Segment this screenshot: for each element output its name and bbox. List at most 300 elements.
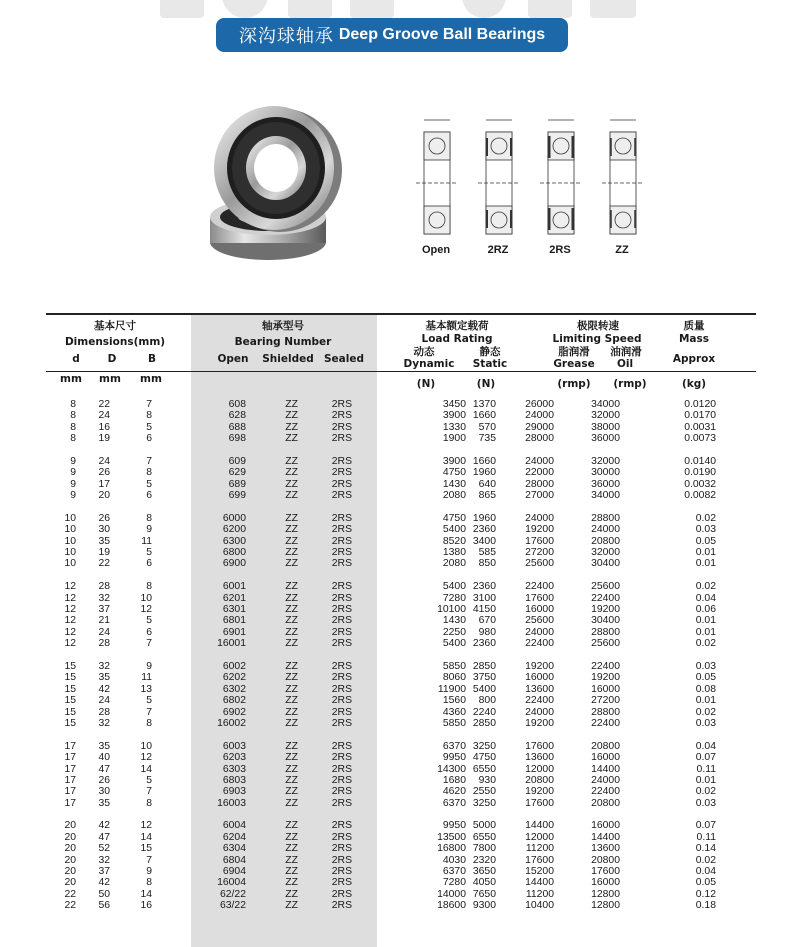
cell-B: 5 bbox=[146, 695, 152, 707]
cell-static: 2360 bbox=[472, 638, 496, 650]
table-header-rule bbox=[46, 371, 756, 372]
cell-shielded: ZZ bbox=[285, 547, 298, 559]
static-cn: 静态 bbox=[479, 346, 501, 358]
limiting-speed-en: Limiting Speed bbox=[552, 333, 642, 345]
cell-static: 980 bbox=[478, 626, 496, 638]
title-banner bbox=[216, 18, 568, 52]
cell-B: 8 bbox=[146, 512, 152, 524]
bearing-cross-section-diagrams bbox=[404, 112, 654, 262]
cell-d: 9 bbox=[70, 455, 76, 467]
cell-shielded: ZZ bbox=[285, 786, 298, 798]
cell-grease: 17600 bbox=[525, 535, 554, 547]
cell-D: 24 bbox=[98, 695, 110, 707]
bearing-number-cn: 轴承型号 bbox=[262, 320, 304, 332]
cell-dynamic: 4750 bbox=[442, 512, 466, 524]
table-row-group bbox=[46, 581, 756, 649]
cell-mass: 0.02 bbox=[695, 581, 716, 593]
cell-sealed: 2RS bbox=[331, 399, 352, 410]
cell-dynamic: 7280 bbox=[442, 592, 466, 604]
cell-open: 608 bbox=[228, 399, 246, 410]
cell-shielded: ZZ bbox=[285, 467, 298, 479]
cell-dynamic: 3450 bbox=[442, 399, 466, 410]
cell-sealed: 2RS bbox=[331, 797, 352, 809]
cell-sealed: 2RS bbox=[331, 660, 352, 672]
cell-oil: 20800 bbox=[591, 797, 620, 809]
table-row bbox=[46, 752, 756, 763]
cell-static: 670 bbox=[478, 615, 496, 627]
cell-grease: 12000 bbox=[525, 763, 554, 775]
table-row bbox=[46, 490, 756, 501]
cell-oil: 19200 bbox=[591, 672, 620, 684]
cell-oil: 22400 bbox=[591, 786, 620, 798]
table-row bbox=[46, 399, 756, 410]
cell-d: 20 bbox=[64, 820, 76, 832]
cell-oil: 24000 bbox=[591, 774, 620, 786]
cell-d: 12 bbox=[64, 604, 76, 616]
cell-static: 4150 bbox=[472, 604, 496, 616]
table-row bbox=[46, 707, 756, 718]
cell-shielded: ZZ bbox=[285, 854, 298, 866]
cell-oil: 32000 bbox=[591, 547, 620, 559]
cell-open: 6800 bbox=[222, 547, 246, 559]
cell-sealed: 2RS bbox=[331, 558, 352, 570]
cell-d: 10 bbox=[64, 535, 76, 547]
cell-oil: 32000 bbox=[591, 455, 620, 467]
cell-D: 28 bbox=[98, 706, 110, 718]
cell-D: 52 bbox=[98, 843, 110, 855]
cell-sealed: 2RS bbox=[331, 866, 352, 878]
cell-static: 930 bbox=[478, 774, 496, 786]
watermark-logo bbox=[160, 0, 640, 20]
cell-B: 8 bbox=[146, 410, 152, 422]
cell-shielded: ZZ bbox=[285, 604, 298, 616]
grease-cn: 脂润滑 bbox=[558, 346, 590, 358]
cell-grease: 29000 bbox=[525, 421, 554, 433]
cell-static: 2360 bbox=[472, 524, 496, 536]
cell-open: 6900 bbox=[222, 558, 246, 570]
table-row-group bbox=[46, 741, 756, 809]
cell-B: 14 bbox=[140, 763, 152, 775]
cell-mass: 0.02 bbox=[695, 512, 716, 524]
cell-static: 3400 bbox=[472, 535, 496, 547]
cell-dynamic: 3900 bbox=[442, 455, 466, 467]
table-row bbox=[46, 786, 756, 797]
cell-oil: 32000 bbox=[591, 410, 620, 422]
col-d: d bbox=[72, 353, 80, 365]
cell-shielded: ZZ bbox=[285, 615, 298, 627]
cell-D: 37 bbox=[98, 866, 110, 878]
table-row bbox=[46, 615, 756, 626]
cell-mass: 0.0073 bbox=[684, 433, 716, 445]
cell-d: 20 bbox=[64, 877, 76, 889]
cell-open: 629 bbox=[228, 467, 246, 479]
cell-dynamic: 2080 bbox=[442, 490, 466, 502]
cell-static: 3750 bbox=[472, 672, 496, 684]
cell-d: 12 bbox=[64, 592, 76, 604]
cell-open: 6302 bbox=[222, 683, 246, 695]
cell-dynamic: 5850 bbox=[442, 717, 466, 729]
dynamic-en: Dynamic bbox=[403, 358, 455, 370]
bearing-table-body bbox=[46, 399, 756, 923]
cell-static: 570 bbox=[478, 421, 496, 433]
cell-B: 15 bbox=[140, 843, 152, 855]
cell-grease: 16000 bbox=[525, 672, 554, 684]
cell-B: 16 bbox=[140, 900, 152, 912]
cell-shielded: ZZ bbox=[285, 763, 298, 775]
cell-mass: 0.01 bbox=[695, 547, 716, 559]
cell-mass: 0.08 bbox=[695, 683, 716, 695]
cell-B: 7 bbox=[146, 786, 152, 798]
cell-D: 19 bbox=[98, 547, 110, 559]
cell-B: 7 bbox=[146, 455, 152, 467]
table-row bbox=[46, 718, 756, 729]
cell-dynamic: 5400 bbox=[442, 638, 466, 650]
cell-grease: 24000 bbox=[525, 455, 554, 467]
cell-shielded: ZZ bbox=[285, 490, 298, 502]
table-row bbox=[46, 456, 756, 467]
cell-grease: 17600 bbox=[525, 740, 554, 752]
cell-D: 50 bbox=[98, 888, 110, 900]
cell-sealed: 2RS bbox=[331, 888, 352, 900]
cell-mass: 0.11 bbox=[696, 831, 716, 843]
cell-open: 6001 bbox=[222, 581, 246, 593]
col-B: B bbox=[147, 353, 156, 365]
cell-dynamic: 10100 bbox=[437, 604, 466, 616]
cell-mass: 0.05 bbox=[695, 672, 716, 684]
cell-d: 12 bbox=[64, 626, 76, 638]
cell-dynamic: 16800 bbox=[437, 843, 466, 855]
cell-oil: 30400 bbox=[591, 558, 620, 570]
table-row-group bbox=[46, 661, 756, 729]
cell-static: 5400 bbox=[472, 683, 496, 695]
cell-D: 22 bbox=[98, 399, 110, 410]
cell-d: 12 bbox=[64, 638, 76, 650]
cell-mass: 0.03 bbox=[695, 660, 716, 672]
cell-static: 850 bbox=[478, 558, 496, 570]
cell-B: 9 bbox=[146, 524, 152, 536]
table-row bbox=[46, 877, 756, 888]
table-row bbox=[46, 741, 756, 752]
cell-D: 30 bbox=[98, 524, 110, 536]
cell-sealed: 2RS bbox=[331, 626, 352, 638]
cell-grease: 27000 bbox=[525, 490, 554, 502]
cell-sealed: 2RS bbox=[331, 535, 352, 547]
cell-D: 24 bbox=[98, 455, 110, 467]
table-row bbox=[46, 581, 756, 592]
cell-grease: 14400 bbox=[525, 820, 554, 832]
table-row bbox=[46, 820, 756, 831]
col-open: Open bbox=[217, 353, 249, 365]
cell-D: 30 bbox=[98, 786, 110, 798]
cell-mass: 0.03 bbox=[695, 797, 716, 809]
cell-shielded: ZZ bbox=[285, 683, 298, 695]
cell-grease: 28000 bbox=[525, 433, 554, 445]
cell-d: 22 bbox=[64, 900, 76, 912]
unit-dynamic: (N) bbox=[416, 378, 436, 390]
title-cn: 深沟球轴承 bbox=[238, 26, 334, 47]
cell-d: 20 bbox=[64, 843, 76, 855]
cell-d: 9 bbox=[70, 478, 76, 490]
cell-D: 16 bbox=[98, 421, 110, 433]
cell-open: 6002 bbox=[222, 660, 246, 672]
cell-shielded: ZZ bbox=[285, 820, 298, 832]
cell-D: 40 bbox=[98, 752, 110, 764]
cell-static: 2850 bbox=[472, 717, 496, 729]
cell-open: 6804 bbox=[222, 854, 246, 866]
cell-B: 8 bbox=[146, 797, 152, 809]
cell-D: 24 bbox=[98, 410, 110, 422]
cell-shielded: ZZ bbox=[285, 706, 298, 718]
table-row bbox=[46, 889, 756, 900]
cell-d: 10 bbox=[64, 512, 76, 524]
cell-open: 6000 bbox=[222, 512, 246, 524]
cell-mass: 0.11 bbox=[696, 763, 716, 775]
cell-sealed: 2RS bbox=[331, 467, 352, 479]
cell-shielded: ZZ bbox=[285, 900, 298, 912]
cell-open: 6201 bbox=[222, 592, 246, 604]
cell-shielded: ZZ bbox=[285, 717, 298, 729]
cell-mass: 0.01 bbox=[695, 695, 716, 707]
cell-B: 13 bbox=[140, 683, 152, 695]
cell-dynamic: 7280 bbox=[442, 877, 466, 889]
cell-B: 9 bbox=[146, 866, 152, 878]
cell-grease: 24000 bbox=[525, 626, 554, 638]
cell-oil: 34000 bbox=[591, 490, 620, 502]
cell-mass: 0.0140 bbox=[684, 455, 716, 467]
cell-oil: 24000 bbox=[591, 524, 620, 536]
cell-shielded: ZZ bbox=[285, 866, 298, 878]
cell-sealed: 2RS bbox=[331, 512, 352, 524]
cell-shielded: ZZ bbox=[285, 512, 298, 524]
cell-B: 14 bbox=[140, 831, 152, 843]
cell-shielded: ZZ bbox=[285, 638, 298, 650]
cell-sealed: 2RS bbox=[331, 695, 352, 707]
cell-sealed: 2RS bbox=[331, 843, 352, 855]
cell-static: 585 bbox=[478, 547, 496, 559]
cell-static: 6550 bbox=[472, 831, 496, 843]
cell-mass: 0.01 bbox=[695, 774, 716, 786]
cell-oil: 20800 bbox=[591, 535, 620, 547]
cell-open: 6003 bbox=[222, 740, 246, 752]
cell-B: 6 bbox=[146, 626, 152, 638]
cell-static: 2360 bbox=[472, 581, 496, 593]
cell-dynamic: 14300 bbox=[437, 763, 466, 775]
table-top-rule bbox=[46, 313, 756, 315]
cell-mass: 0.04 bbox=[695, 740, 716, 752]
cell-D: 26 bbox=[98, 467, 110, 479]
load-rating-cn: 基本额定载荷 bbox=[425, 320, 489, 332]
cell-B: 9 bbox=[146, 660, 152, 672]
cell-open: 6004 bbox=[222, 820, 246, 832]
cell-grease: 17600 bbox=[525, 797, 554, 809]
cell-D: 32 bbox=[98, 592, 110, 604]
cell-grease: 22400 bbox=[525, 581, 554, 593]
mass-approx: Approx bbox=[672, 353, 716, 365]
cell-static: 4750 bbox=[472, 752, 496, 764]
cell-sealed: 2RS bbox=[331, 831, 352, 843]
cell-D: 35 bbox=[98, 797, 110, 809]
cell-D: 26 bbox=[98, 774, 110, 786]
cell-oil: 27200 bbox=[591, 695, 620, 707]
cell-static: 3100 bbox=[472, 592, 496, 604]
cell-grease: 13600 bbox=[525, 752, 554, 764]
cell-oil: 16000 bbox=[591, 820, 620, 832]
cell-grease: 19200 bbox=[525, 717, 554, 729]
cell-B: 6 bbox=[146, 558, 152, 570]
cell-static: 3650 bbox=[472, 866, 496, 878]
cell-mass: 0.0170 bbox=[684, 410, 716, 422]
cell-dynamic: 4750 bbox=[442, 467, 466, 479]
table-row bbox=[46, 638, 756, 649]
table-row bbox=[46, 855, 756, 866]
cell-dynamic: 6370 bbox=[442, 740, 466, 752]
cell-d: 10 bbox=[64, 524, 76, 536]
cell-grease: 12000 bbox=[525, 831, 554, 843]
cell-mass: 0.18 bbox=[695, 900, 716, 912]
cell-D: 47 bbox=[98, 831, 110, 843]
cell-dynamic: 1680 bbox=[442, 774, 466, 786]
cell-static: 2240 bbox=[472, 706, 496, 718]
cell-sealed: 2RS bbox=[331, 581, 352, 593]
cell-oil: 22400 bbox=[591, 717, 620, 729]
cell-d: 12 bbox=[64, 615, 76, 627]
cell-open: 6200 bbox=[222, 524, 246, 536]
cell-open: 699 bbox=[228, 490, 246, 502]
cell-open: 6204 bbox=[222, 831, 246, 843]
cell-grease: 19200 bbox=[525, 660, 554, 672]
cell-d: 15 bbox=[64, 672, 76, 684]
cell-open: 6801 bbox=[222, 615, 246, 627]
cell-mass: 0.02 bbox=[695, 638, 716, 650]
cell-dynamic: 1560 bbox=[442, 695, 466, 707]
cell-static: 2320 bbox=[472, 854, 496, 866]
cell-grease: 24000 bbox=[525, 410, 554, 422]
cell-B: 8 bbox=[146, 581, 152, 593]
col-D: D bbox=[107, 353, 117, 365]
cell-oil: 17600 bbox=[591, 866, 620, 878]
cell-sealed: 2RS bbox=[331, 820, 352, 832]
oil-en: Oil bbox=[616, 358, 634, 370]
cell-mass: 0.02 bbox=[695, 786, 716, 798]
cell-dynamic: 4620 bbox=[442, 786, 466, 798]
cell-mass: 0.14 bbox=[695, 843, 716, 855]
cell-sealed: 2RS bbox=[331, 763, 352, 775]
cell-dynamic: 9950 bbox=[442, 752, 466, 764]
bearing-number-en: Bearing Number bbox=[234, 336, 332, 348]
cell-sealed: 2RS bbox=[331, 478, 352, 490]
cell-sealed: 2RS bbox=[331, 854, 352, 866]
cell-B: 14 bbox=[140, 888, 152, 900]
cell-d: 17 bbox=[64, 740, 76, 752]
cell-B: 8 bbox=[146, 467, 152, 479]
cell-static: 7650 bbox=[472, 888, 496, 900]
cell-d: 17 bbox=[64, 752, 76, 764]
cell-d: 17 bbox=[64, 797, 76, 809]
cell-shielded: ZZ bbox=[285, 478, 298, 490]
table-row bbox=[46, 536, 756, 547]
cell-D: 26 bbox=[98, 512, 110, 524]
cell-sealed: 2RS bbox=[331, 592, 352, 604]
static-en: Static bbox=[472, 358, 508, 370]
cell-dynamic: 2080 bbox=[442, 558, 466, 570]
table-row bbox=[46, 866, 756, 877]
cell-open: 6301 bbox=[222, 604, 246, 616]
cell-mass: 0.07 bbox=[695, 820, 716, 832]
cell-grease: 25600 bbox=[525, 558, 554, 570]
cell-grease: 11200 bbox=[525, 888, 554, 900]
cell-B: 11 bbox=[141, 672, 152, 684]
table-row bbox=[46, 433, 756, 444]
cell-static: 1960 bbox=[472, 512, 496, 524]
unit-d: mm bbox=[60, 373, 82, 385]
bearing-photo bbox=[206, 102, 346, 262]
mass-en: Mass bbox=[678, 333, 710, 345]
cell-mass: 0.02 bbox=[695, 706, 716, 718]
cell-dynamic: 5850 bbox=[442, 660, 466, 672]
col-sealed: Sealed bbox=[323, 353, 364, 365]
cell-oil: 30000 bbox=[591, 467, 620, 479]
table-row bbox=[46, 672, 756, 683]
cell-grease: 28000 bbox=[525, 478, 554, 490]
cell-D: 35 bbox=[98, 535, 110, 547]
cell-d: 15 bbox=[64, 683, 76, 695]
cell-static: 1960 bbox=[472, 467, 496, 479]
table-row bbox=[46, 524, 756, 535]
unit-mass: (kg) bbox=[681, 378, 707, 390]
dimensions-en: Dimensions(mm) bbox=[64, 336, 166, 348]
cell-dynamic: 1430 bbox=[442, 615, 466, 627]
cell-B: 10 bbox=[140, 740, 152, 752]
cell-grease: 20800 bbox=[525, 774, 554, 786]
table-row bbox=[46, 479, 756, 490]
cell-mass: 0.01 bbox=[695, 558, 716, 570]
cell-sealed: 2RS bbox=[331, 786, 352, 798]
cell-open: 6304 bbox=[222, 843, 246, 855]
cell-d: 10 bbox=[64, 558, 76, 570]
cell-oil: 16000 bbox=[591, 752, 620, 764]
cell-d: 8 bbox=[70, 433, 76, 445]
cell-sealed: 2RS bbox=[331, 672, 352, 684]
cell-grease: 17600 bbox=[525, 592, 554, 604]
cell-sealed: 2RS bbox=[331, 615, 352, 627]
cell-dynamic: 5400 bbox=[442, 581, 466, 593]
cell-open: 6901 bbox=[222, 626, 246, 638]
cell-sealed: 2RS bbox=[331, 433, 352, 445]
cell-d: 15 bbox=[64, 717, 76, 729]
cell-oil: 38000 bbox=[591, 421, 620, 433]
cell-static: 735 bbox=[478, 433, 496, 445]
cell-sealed: 2RS bbox=[331, 683, 352, 695]
cell-open: 6803 bbox=[222, 774, 246, 786]
table-row bbox=[46, 684, 756, 695]
cell-shielded: ZZ bbox=[285, 797, 298, 809]
cell-dynamic: 1330 bbox=[442, 421, 466, 433]
diagram-label-2rs: 2RS bbox=[549, 244, 571, 256]
cell-open: 63/22 bbox=[219, 900, 246, 912]
cell-grease: 11200 bbox=[525, 843, 554, 855]
cell-d: 8 bbox=[70, 410, 76, 422]
cell-dynamic: 4360 bbox=[442, 706, 466, 718]
cell-mass: 0.03 bbox=[695, 524, 716, 536]
cell-dynamic: 1900 bbox=[442, 433, 466, 445]
cell-d: 9 bbox=[70, 490, 76, 502]
cell-D: 47 bbox=[98, 763, 110, 775]
cell-mass: 0.03 bbox=[695, 717, 716, 729]
cell-D: 42 bbox=[98, 877, 110, 889]
cell-d: 15 bbox=[64, 706, 76, 718]
cell-D: 19 bbox=[98, 433, 110, 445]
cell-open: 6203 bbox=[222, 752, 246, 764]
